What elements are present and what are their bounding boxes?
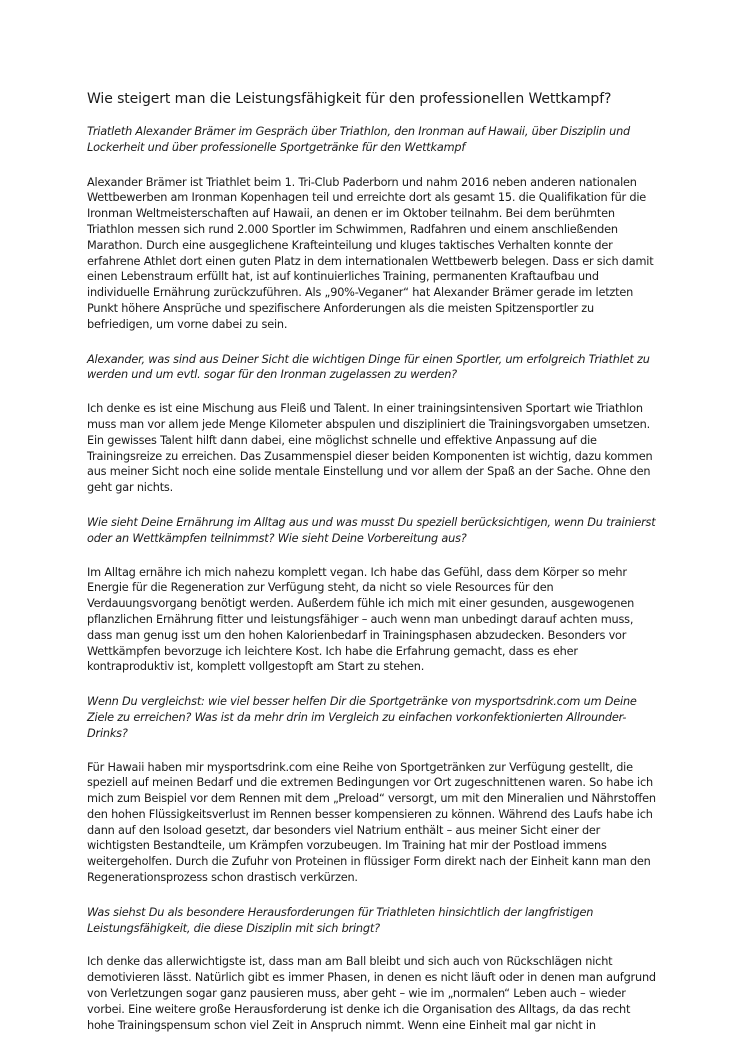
document-page	[87, 90, 659, 1052]
answer-4: Ich denke das allerwichtigste ist, dass man am Ball bleibt und sich auch von Rückschlägen nicht demotivieren lässt. Natürlich gibt es immer Phasen, in denen es nicht läuft oder in denen man aufgrund von Verletzungen sogar ganz pausieren muss, aber geht – wie im „normalen“ Leben auch – wieder vorbei. Eine weitere große Herausforderung ist denke ich die Organisation des Alltags, da das recht hohe Trainingspensum schon viel Zeit in Anspruch nimmt. Wenn eine Einheit mal gar nicht in	[87, 955, 656, 1032]
question-2: Wie sieht Deine Ernährung im Alltag aus und was musst Du speziell berücksichtigen, wenn Du trainierst oder an Wettkämpfen teilnimmst? Wie sieht Deine Vorbereitung aus?	[87, 515, 656, 545]
question-1: Alexander, was sind aus Deiner Sicht die wichtigen Dinge für einen Sportler, um erfolgreich Triathlet zu werden und um evtl. sogar für den Ironman zugelassen zu werden?	[87, 352, 650, 382]
answer-3: Für Hawaii haben mir mysportsdrink.com eine Reihe von Sportgetränken zur Verfügung gestellt, die speziell auf meinen Bedarf und die extremen Bedingungen vor Ort zugeschnittenen waren. So habe ich mich zum Beispiel vor dem Rennen mit dem „Preload“ versorgt, um mit den Mineralien und Nährstoffen den hohen Flüssigkeitsverlust im Rennen besser kompensieren zu können. Während des Laufs habe ich dann auf den Isoload gesetzt, dar besonders viel Natrium enthält – aus meiner Sicht einer der wichtigsten Bestandteile, um Krämpfen vorzubeugen. Im Training hat mir der Postload immens weitergeholfen. Durch die Zufuhr von Proteinen in flüssiger Form direkt nach der Einheit kann man den Regenerationsprozess schon drastisch verkürzen.	[87, 760, 656, 885]
intro-paragraph: Alexander Brämer ist Triathlet beim 1. Tri-Club Paderborn und nahm 2016 neben anderen nationalen Wettbewerben am Ironman Kopenhagen teil und erreichte dort als gesamt 15. die Qualifikation für die Ironman Weltmeisterschaften auf Hawaii, an denen er im Oktober teilnahm. Bei dem berühmten Triathlon messen sich rund 2.000 Sportler im Schwimmen, Radfahren und einem anschließenden Marathon. Durch eine ausgeglichene Krafteinteilung und kluges taktisches Verhalten konnte der erfahrene Athlet dort einen guten Platz in dem internationalen Wettbewerb belegen. Dass er sich damit einen Lebenstraum erfüllt hat, ist auf kontinuierliches Training, permanenten Kraftaufbau und individuelle Ernährung zurückzuführen. Als „90%-Veganer“ hat Alexander Brämer gerade im letzten Punkt höhere Ansprüche und spezifischere Anforderungen als die meisten Spitzensportler zu befriedigen, um vorne dabei zu sein.	[87, 175, 654, 331]
question-4: Was siehst Du als besondere Herausforderungen für Triathleten hinsichtlich der langfristigen Leistungsfähigkeit, die diese Disziplin mit sich bringt?	[87, 905, 594, 935]
article-subtitle: Triatleth Alexander Brämer im Gespräch über Triathlon, den Ironman auf Hawaii, über Disziplin und Lockerheit und über professionelle Sportgetränke für den Wettkampf	[87, 125, 631, 154]
question-3: Wenn Du vergleichst: wie viel besser helfen Dir die Sportgetränke von mysportsdrink.com um Deine Ziele zu erreichen? Was ist da mehr drin im Vergleich zu einfachen vorkonfektionierten Allrounder-Drinks?	[87, 695, 637, 740]
answer-1: Ich denke es ist eine Mischung aus Fleiß und Talent. In einer trainingsintensiven Sportart wie Triathlon muss man vor allem jede Menge Kilometer abspulen und diszipliniert die Trainingsvorgaben umsetzen. Ein gewisses Talent hilft dann dabei, eine möglichst schnelle und effektive Anpassung auf die Trainingsreize zu erreichen. Das Zusammenspiel dieser beiden Komponenten ist wichtig, dazu kommen aus meiner Sicht noch eine solide mentale Einstellung und vor allem der Spaß an der Sache. Ohne den geht gar nichts.	[87, 402, 653, 495]
page-title: Wie steigert man die Leistungsfähigkeit für den professionellen Wettkampf?	[87, 91, 612, 107]
answer-2: Im Alltag ernähre ich mich nahezu komplett vegan. Ich habe das Gefühl, dass dem Körper so mehr Energie für die Regeneration zur Verfügung steht, da nicht so viele Resources für den Verdauungsvorgang benötigt werden. Außerdem fühle ich mich mit einer gesunden, ausgewogenen pflanzlichen Ernährung fitter und leistungsfähiger – auch wenn man unbedingt darauf achten muss, dass man genug isst um den hohen Kalorienbedarf in Trainingsphasen abzudecken. Besonders vor Wettkämpfen bevorzuge ich leichtere Kost. Ich habe die Erfahrung gemacht, dass es eher kontraproduktiv ist, komplett vollgestopft am Start zu stehen.	[87, 565, 635, 674]
